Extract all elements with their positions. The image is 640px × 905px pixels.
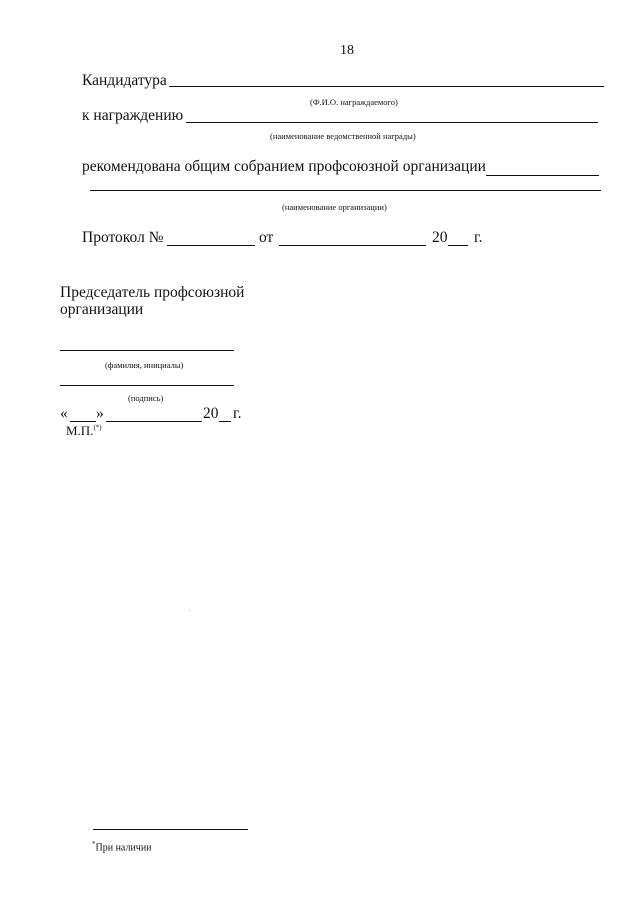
protocol-year-prefix: 20 xyxy=(432,229,448,246)
footnote xyxy=(92,840,152,853)
organization-field-long[interactable] xyxy=(90,190,601,191)
award-label: к награждению xyxy=(82,107,184,124)
organization-field-short[interactable] xyxy=(486,175,599,176)
protocol-year-suffix: г. xyxy=(474,229,483,246)
page-number: 18 xyxy=(340,43,354,58)
protocol-number-field[interactable] xyxy=(167,245,255,246)
chairman-signature-caption: (подпись) xyxy=(128,393,164,403)
candidate-label: Кандидатура xyxy=(82,72,167,89)
award-caption: (наименование ведомственной награды) xyxy=(270,131,416,141)
chairman-name-caption: (фамилия, инициалы) xyxy=(105,360,184,370)
stamp-footnote-mark: (*) xyxy=(93,423,102,432)
date-year-field[interactable] xyxy=(219,421,231,422)
protocol-from-label: от xyxy=(259,229,274,246)
candidate-caption: (Ф.И.О. награждаемого) xyxy=(310,97,398,107)
date-year-suffix: г. xyxy=(233,405,242,422)
footnote-mark: * xyxy=(92,840,96,848)
scan-speck xyxy=(189,610,190,611)
date-year-prefix: 20 xyxy=(203,405,219,422)
chairman-name-field[interactable] xyxy=(60,350,234,351)
stamp-label: М.П. xyxy=(66,423,94,438)
date-open-quote: « xyxy=(60,405,68,422)
chairman-title-line1: Председатель профсоюзной xyxy=(60,284,245,301)
protocol-date-field[interactable] xyxy=(279,245,426,246)
footnote-text: При наличии xyxy=(95,842,152,854)
stamp-label-group xyxy=(66,423,102,439)
recommendation-caption: (наименование организации) xyxy=(282,202,387,212)
date-close-quote: » xyxy=(96,405,104,422)
footnote-separator xyxy=(93,829,248,830)
chairman-title-line2: организации xyxy=(60,301,144,318)
chairman-signature-field[interactable] xyxy=(60,385,234,386)
recommendation-label: рекомендована общим собранием профсоюзной организации xyxy=(82,158,486,175)
date-day-field[interactable] xyxy=(70,421,96,422)
award-name-field[interactable] xyxy=(186,122,598,123)
candidate-name-field[interactable] xyxy=(169,86,604,87)
protocol-year-field[interactable] xyxy=(448,245,468,246)
protocol-label: Протокол № xyxy=(82,229,164,246)
date-month-field[interactable] xyxy=(106,421,202,422)
